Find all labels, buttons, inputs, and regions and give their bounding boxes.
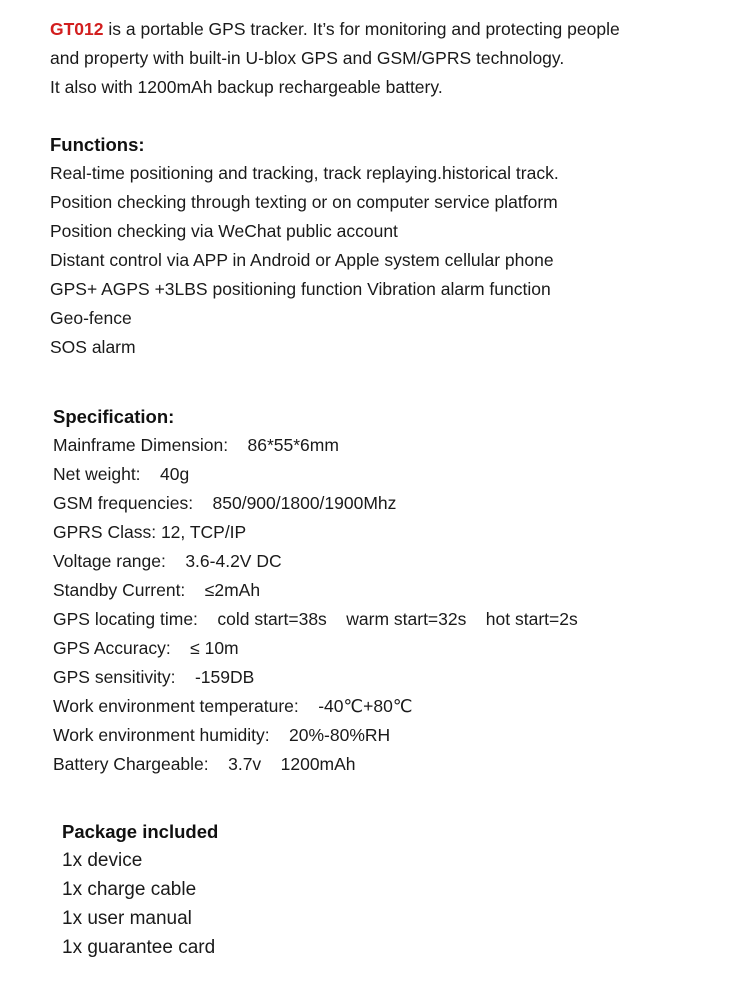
specification-section [53, 402, 578, 779]
brand-model: GT012 [50, 19, 104, 39]
function-item: Position checking via WeChat public account [50, 221, 398, 241]
spec-row: GSM frequencies: 850/900/1800/1900Mhz [53, 493, 397, 513]
function-item: GPS+ AGPS +3LBS positioning function Vibration alarm function [50, 279, 551, 299]
package-heading: Package included [62, 821, 219, 842]
intro-line-3: It also with 1200mAh backup rechargeable battery. [50, 77, 443, 97]
spec-row: GPS sensitivity: -159DB [53, 667, 255, 687]
package-section [62, 817, 218, 962]
function-item: SOS alarm [50, 337, 136, 357]
function-item: Position checking through texting or on computer service platform [50, 192, 558, 212]
spec-row: Mainframe Dimension: 86*55*6mm [53, 435, 339, 455]
functions-heading: Functions: [50, 134, 145, 155]
spec-row: GPS locating time: cold start=38s warm start=32s hot start=2s [53, 609, 578, 629]
function-item: Real-time positioning and tracking, track replaying.historical track. [50, 163, 559, 183]
specification-heading: Specification: [53, 406, 175, 427]
package-item: 1x guarantee card [62, 937, 216, 958]
package-item: 1x user manual [62, 908, 192, 929]
spec-row: Work environment humidity: 20%-80%RH [53, 725, 391, 745]
spec-row: Net weight: 40g [53, 464, 190, 484]
spec-row: GPRS Class: 12, TCP/IP [53, 522, 247, 542]
spec-row: Standby Current: ≤2mAh [53, 580, 261, 600]
intro-line-2: and property with built-in U-blox GPS and GSM/GPRS technology. [50, 48, 565, 68]
intro-line-1 [50, 15, 620, 44]
function-item: Distant control via APP in Android or Apple system cellular phone [50, 250, 554, 270]
spec-row: Voltage range: 3.6-4.2V DC [53, 551, 282, 571]
spec-row: GPS Accuracy: ≤ 10m [53, 638, 239, 658]
spec-row: Work environment temperature: -40℃+80℃ [53, 696, 413, 716]
intro-section [50, 15, 620, 102]
function-item: Geo-fence [50, 308, 132, 328]
intro-line-1-text: is a portable GPS tracker. It’s for monitoring and protecting people [103, 19, 620, 39]
spec-row: Battery Chargeable: 3.7v 1200mAh [53, 754, 356, 774]
functions-section [50, 130, 559, 362]
package-item: 1x device [62, 850, 143, 871]
package-item: 1x charge cable [62, 879, 197, 900]
